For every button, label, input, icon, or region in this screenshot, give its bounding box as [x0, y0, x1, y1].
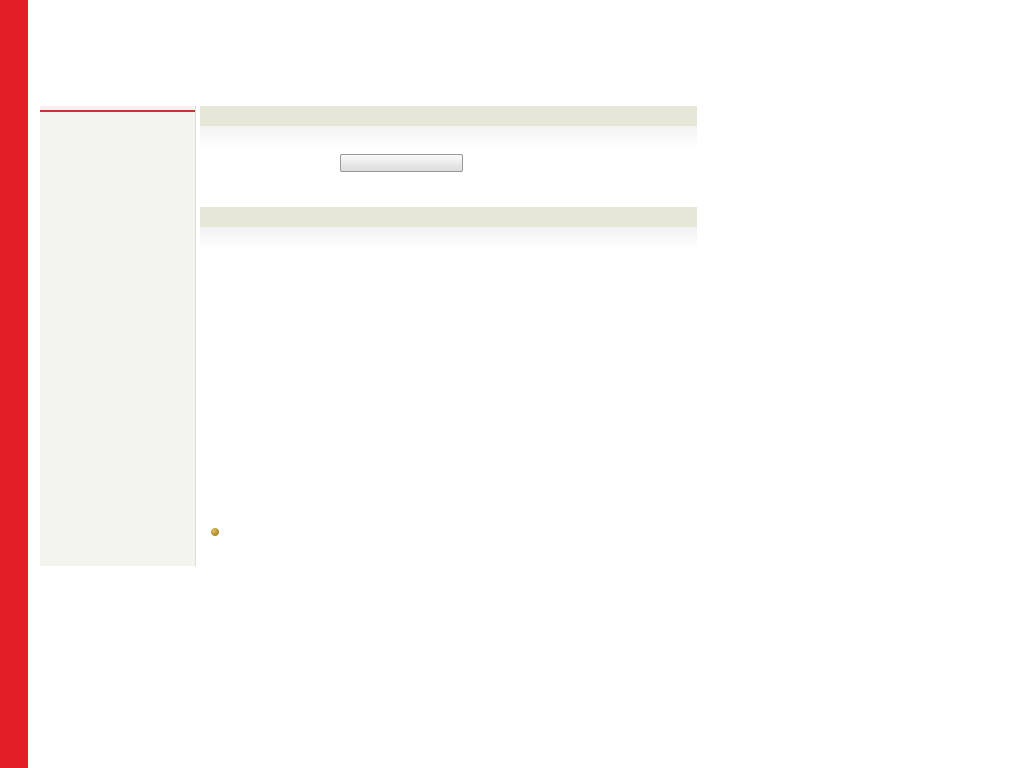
main-panel — [200, 106, 697, 544]
save-all-changes-button[interactable] — [340, 154, 463, 172]
sidebar — [40, 106, 196, 566]
conference-dates — [40, 106, 195, 112]
help-icon[interactable] — [211, 528, 219, 536]
red-side-bar — [0, 0, 28, 768]
form-title — [200, 106, 697, 126]
app-screenshot — [40, 106, 697, 566]
viewing-records — [208, 528, 219, 539]
pricing-title — [200, 207, 697, 227]
description — [734, 124, 999, 151]
